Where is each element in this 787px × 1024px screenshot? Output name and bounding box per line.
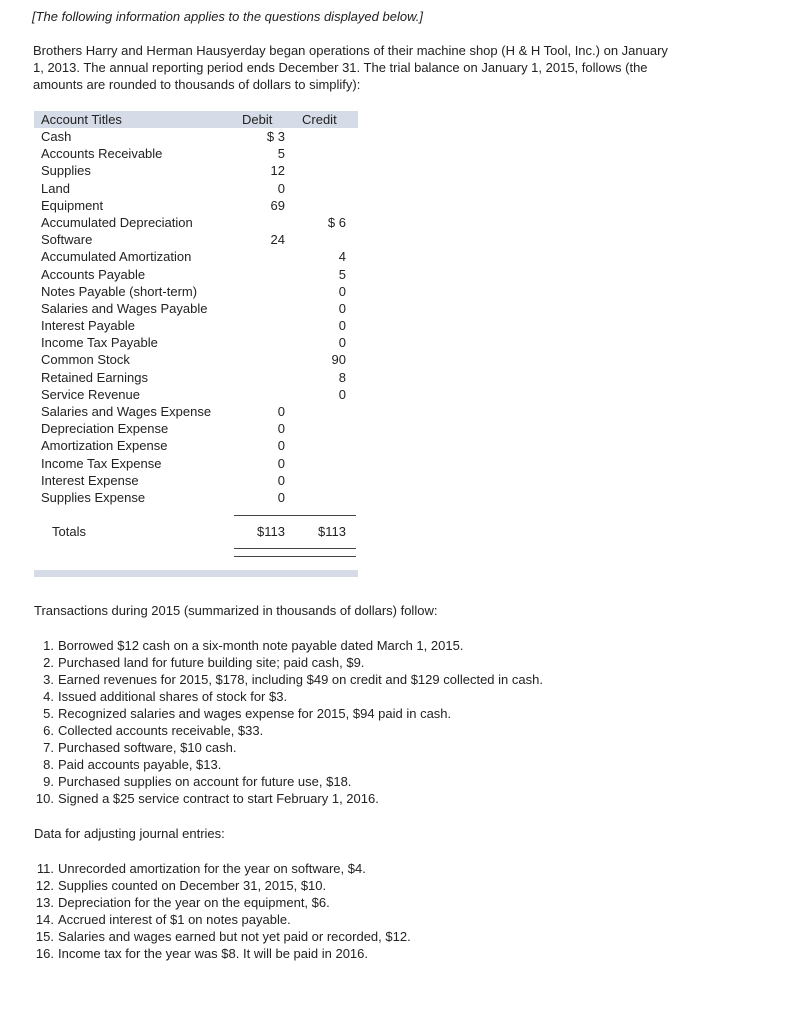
account-title: Retained Earnings (41, 369, 148, 385)
credit-amount: 4 (338, 249, 346, 265)
account-title: Salaries and Wages Payable (41, 300, 208, 316)
table-row (34, 403, 358, 420)
list-item (34, 705, 543, 722)
item-number: 15. (35, 929, 54, 944)
list-item (34, 877, 411, 894)
item-text: Signed a $25 service contract to start February 1, 2016. (58, 791, 379, 806)
list-item (34, 722, 543, 739)
list-item (34, 790, 543, 807)
item-number: 14. (35, 912, 54, 927)
debit-amount: 0 (277, 489, 285, 505)
account-title: Supplies Expense (41, 489, 146, 505)
header-debit: Debit (242, 112, 273, 127)
credit-amount: 0 (338, 283, 346, 299)
list-item (34, 671, 543, 688)
item-number: 9. (43, 774, 54, 789)
item-number: 1. (43, 638, 54, 653)
item-number: 2. (43, 655, 54, 670)
credit-amount: 0 (338, 386, 346, 402)
item-number: 13. (35, 895, 54, 910)
adjustments-heading: Data for adjusting journal entries: (34, 826, 225, 841)
list-item (34, 756, 543, 773)
debit-amount: 0 (277, 438, 285, 454)
trial-balance-table (34, 111, 358, 506)
table-row (34, 197, 358, 214)
account-title: Income Tax Payable (41, 335, 158, 351)
item-text: Purchased land for future building site; paid cash, $9. (58, 655, 365, 670)
debit-amount: 24 (270, 232, 285, 248)
credit-amount: 0 (338, 300, 346, 316)
list-item (34, 860, 411, 877)
item-number: 5. (43, 706, 54, 721)
item-text: Borrowed $12 cash on a six-month note payable dated March 1, 2015. (58, 638, 464, 653)
account-title: Supplies (41, 163, 91, 179)
totals-row (34, 523, 358, 540)
item-text: Supplies counted on December 31, 2015, $10. (58, 878, 327, 893)
debit-amount: $ 3 (266, 129, 285, 144)
item-number: 12. (35, 878, 54, 893)
list-item (34, 688, 543, 705)
instruction-note: [The following information applies to the questions displayed below.] (32, 9, 423, 24)
account-title: Accumulated Depreciation (41, 214, 193, 230)
item-number: 6. (43, 723, 54, 738)
list-item (34, 739, 543, 756)
item-text: Unrecorded amortization for the year on software, $4. (58, 861, 366, 876)
item-text: Paid accounts payable, $13. (58, 757, 222, 772)
account-title: Accounts Payable (41, 266, 146, 282)
table-row (34, 437, 358, 454)
table-row (34, 128, 358, 145)
totals-label: Totals (52, 524, 86, 539)
table-row (34, 162, 358, 179)
list-item (34, 654, 543, 671)
item-text: Income tax for the year was $8. It will be paid in 2016. (58, 946, 369, 961)
table-row (34, 317, 358, 334)
table-row (34, 300, 358, 317)
item-text: Recognized salaries and wages expense for 2015, $94 paid in cash. (58, 706, 452, 721)
debit-amount: 69 (270, 197, 285, 213)
table-row (34, 231, 358, 248)
table-row (34, 420, 358, 437)
table-footer-bar (34, 570, 358, 577)
table-header-row (34, 111, 358, 128)
item-number: 10. (35, 791, 54, 806)
debit-amount: 0 (277, 404, 285, 419)
debit-amount: 0 (277, 455, 285, 471)
table-row (34, 472, 358, 489)
list-item (34, 637, 543, 654)
credit-amount: 0 (338, 318, 346, 334)
list-item (34, 945, 411, 962)
account-title: Interest Payable (41, 318, 135, 334)
account-title: Amortization Expense (41, 438, 168, 454)
item-text: Accrued interest of $1 on notes payable. (58, 912, 291, 927)
table-row (34, 214, 358, 231)
item-number: 11. (36, 861, 54, 876)
table-row (34, 180, 358, 197)
table-row (34, 248, 358, 265)
credit-amount: 0 (338, 335, 346, 351)
totals-debit: $113 (257, 524, 285, 539)
adjustments-list (34, 860, 411, 962)
header-credit: Credit (302, 112, 337, 127)
totals-double-rule-2 (234, 556, 356, 557)
list-item (34, 911, 411, 928)
account-title: Accounts Receivable (41, 146, 163, 162)
account-title: Land (41, 180, 70, 196)
account-title: Common Stock (41, 352, 130, 368)
debit-amount: 0 (277, 472, 285, 488)
account-title: Service Revenue (41, 386, 140, 402)
item-number: 16. (35, 946, 54, 961)
account-title: Software (41, 232, 93, 248)
debit-amount: 0 (277, 180, 285, 196)
item-text: Collected accounts receivable, $33. (58, 723, 264, 738)
account-title: Salaries and Wages Expense (41, 404, 212, 419)
account-title: Notes Payable (short-term) (41, 283, 198, 299)
totals-double-rule-1 (234, 548, 356, 549)
credit-amount: 5 (338, 266, 346, 282)
credit-amount: 8 (338, 369, 346, 385)
list-item (34, 894, 411, 911)
debit-amount: 5 (277, 146, 285, 162)
item-number: 8. (43, 757, 54, 772)
debit-amount: 12 (270, 163, 285, 179)
account-title: Interest Expense (41, 472, 139, 488)
table-row (34, 283, 358, 300)
account-title: Equipment (41, 197, 104, 213)
table-row (34, 455, 358, 472)
item-text: Issued additional shares of stock for $3. (58, 689, 288, 704)
table-row (34, 489, 358, 506)
credit-amount: 90 (331, 352, 346, 368)
table-row (34, 369, 358, 386)
account-title: Cash (41, 129, 72, 144)
list-item (34, 773, 543, 790)
transactions-list (34, 637, 543, 807)
credit-amount: $ 6 (327, 214, 346, 230)
totals-rule-top (234, 515, 356, 516)
header-account-titles: Account Titles (41, 112, 122, 127)
account-title: Depreciation Expense (41, 421, 169, 437)
totals-credit: $113 (318, 524, 346, 539)
account-title: Income Tax Expense (41, 455, 162, 471)
table-row (34, 351, 358, 368)
transactions-heading: Transactions during 2015 (summarized in thousands of dollars) follow: (34, 603, 438, 618)
table-row (34, 386, 358, 403)
item-text: Depreciation for the year on the equipment, $6. (58, 895, 330, 910)
item-text: Purchased software, $10 cash. (58, 740, 237, 755)
item-text: Purchased supplies on account for future use, $18. (58, 774, 352, 789)
table-row (34, 334, 358, 351)
table-row (34, 145, 358, 162)
list-item (34, 928, 411, 945)
table-body (34, 128, 358, 506)
item-number: 3. (43, 672, 54, 687)
debit-amount: 0 (277, 421, 285, 437)
account-title: Accumulated Amortization (41, 249, 192, 265)
item-number: 4. (43, 689, 54, 704)
item-number: 7. (43, 740, 54, 755)
item-text: Earned revenues for 2015, $178, including $49 on credit and $129 collected in cash. (58, 672, 543, 687)
intro-paragraph: Brothers Harry and Herman Hausyerday began operations of their machine shop (H & H Tool, Inc.) on January 1, 2013. The annual reporting period ends December 31. The trial balance on January 1, 2015, follows (the amounts are rounded to thousands of dollars to simplify): (33, 43, 668, 92)
table-row (34, 266, 358, 283)
item-text: Salaries and wages earned but not yet paid or recorded, $12. (58, 929, 411, 944)
